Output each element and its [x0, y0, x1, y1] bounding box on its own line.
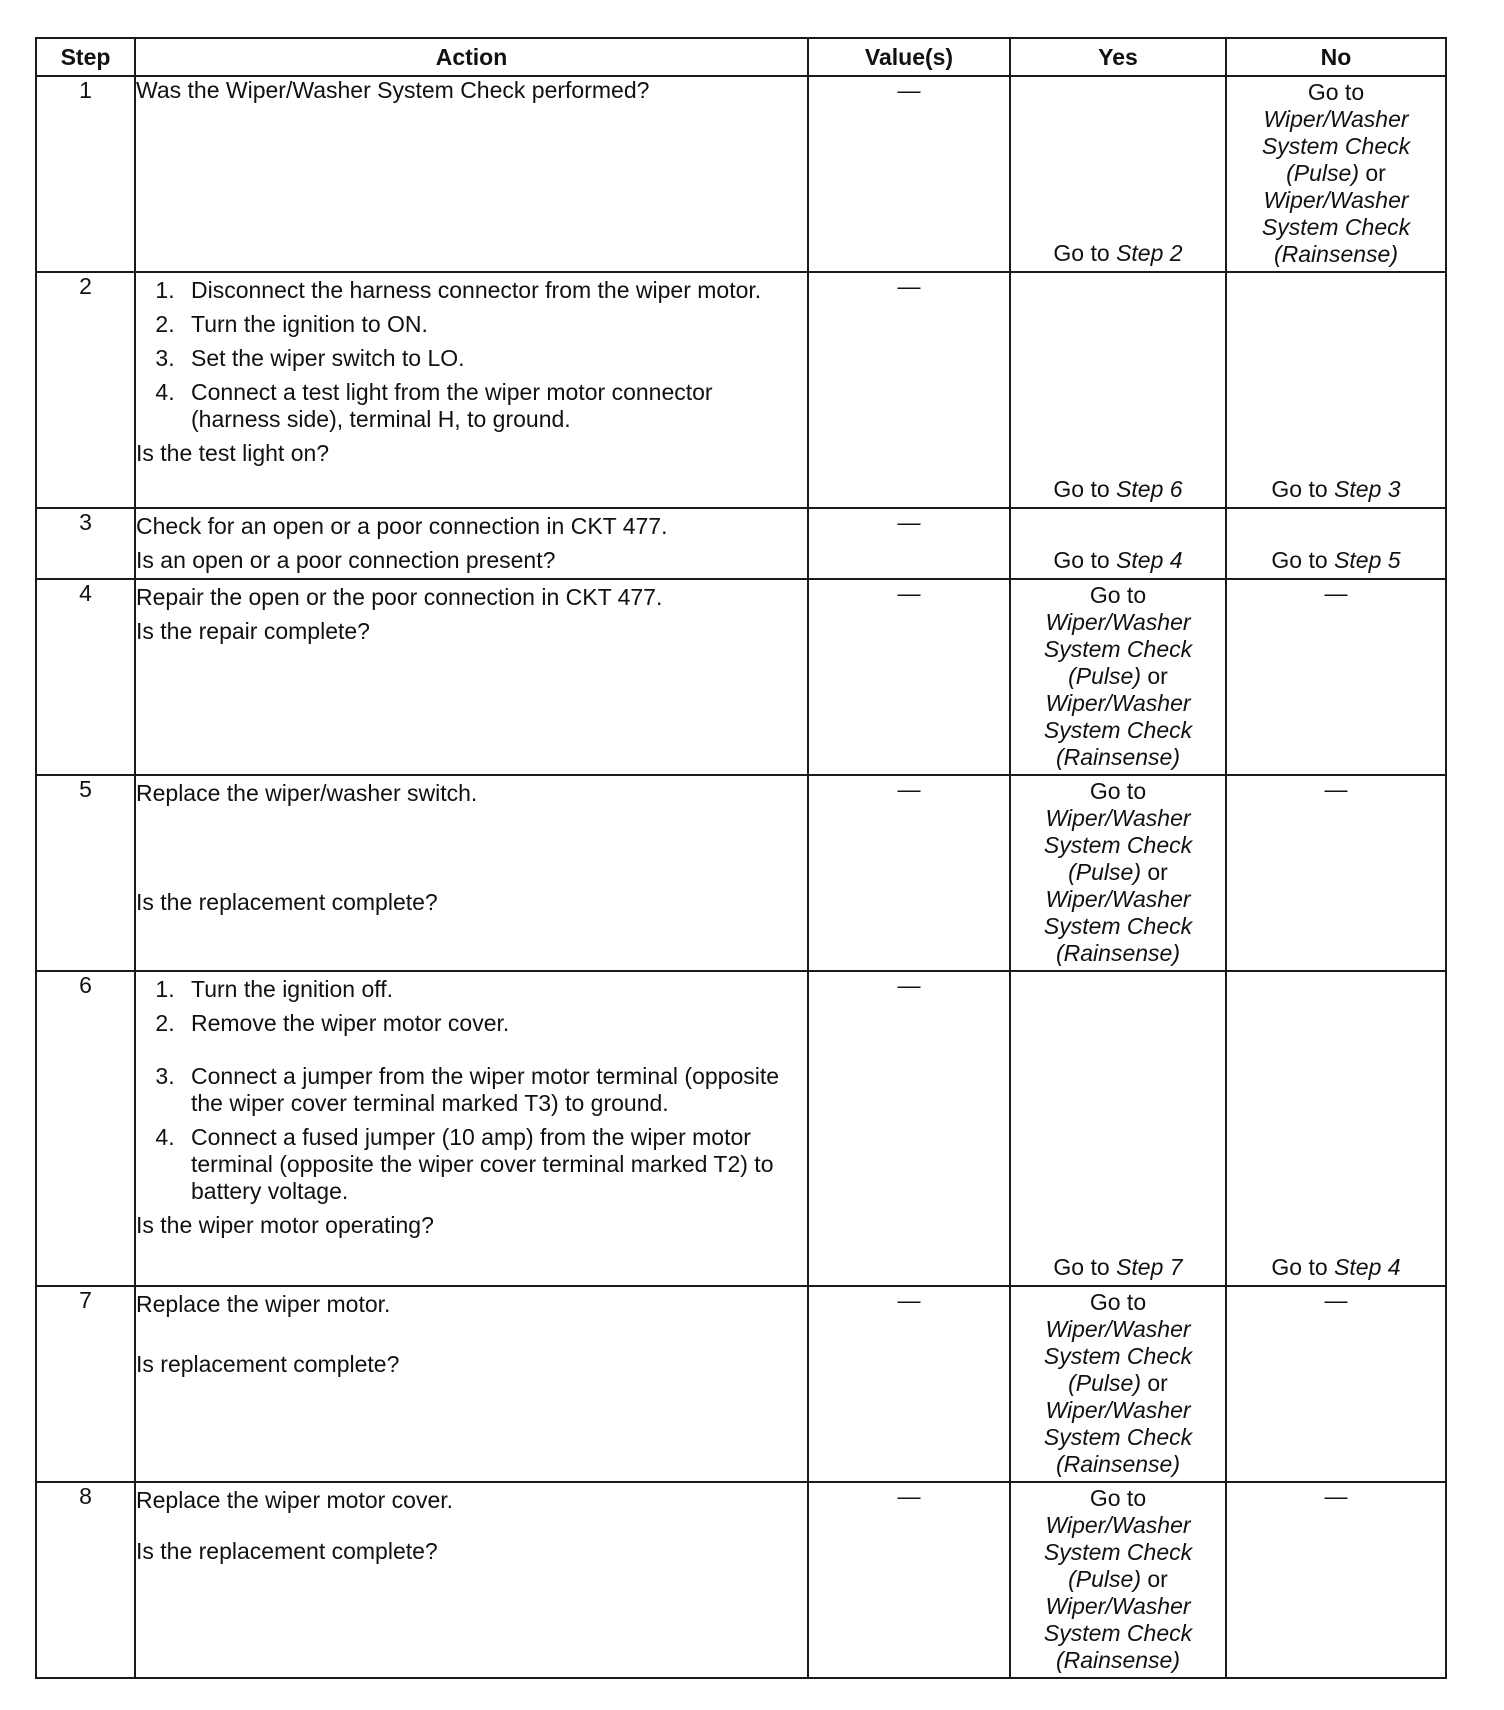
or-label: or	[1141, 1370, 1168, 1396]
action-question: Is the replacement complete?	[136, 889, 438, 915]
check-variant: (Rainsense)	[1274, 241, 1398, 267]
check-name: System Check	[1043, 1539, 1193, 1565]
no-cell	[1226, 971, 1446, 1286]
goto-step-ref: Step 7	[1116, 1254, 1183, 1280]
value-cell: —	[808, 1482, 1010, 1678]
table-row	[36, 579, 1446, 775]
or-label: or	[1141, 1566, 1168, 1592]
action-step-item: 2. Remove the wiper motor cover.	[181, 1010, 807, 1037]
goto-step-ref: Step 4	[1334, 1254, 1401, 1280]
check-variant: (Pulse)	[1286, 160, 1359, 186]
goto-label: Go to	[1053, 476, 1110, 502]
step-number: 7	[36, 1286, 135, 1482]
system-check-ref	[1011, 776, 1225, 967]
check-name: System Check	[1043, 1343, 1193, 1369]
or-label: or	[1141, 859, 1168, 885]
action-statement: Replace the wiper motor.	[136, 1291, 391, 1317]
action-cell	[135, 272, 808, 508]
step-number: 3	[36, 508, 135, 579]
header-action: Action	[135, 38, 808, 76]
goto-label: Go to	[1271, 476, 1328, 502]
action-statement: Repair the open or the poor connection in CKT 477.	[136, 584, 663, 610]
no-cell: —	[1226, 1482, 1446, 1678]
no-cell: —	[1226, 1286, 1446, 1482]
action-question: Is replacement complete?	[136, 1351, 400, 1377]
goto-step-ref: Step 4	[1116, 547, 1183, 573]
check-name: Wiper/Washer	[1045, 1397, 1191, 1423]
goto-step-ref: Step 3	[1334, 476, 1401, 502]
goto-label: Go to	[1053, 1254, 1110, 1280]
step-number: 1	[36, 76, 135, 272]
step-number: 4	[36, 579, 135, 775]
check-name: Wiper/Washer	[1045, 805, 1191, 831]
check-name: System Check	[1043, 636, 1193, 662]
no-goto	[1227, 476, 1445, 503]
action-cell	[135, 76, 808, 272]
value-cell: —	[808, 971, 1010, 1286]
goto-label: Go to	[1089, 778, 1147, 804]
check-name: Wiper/Washer	[1045, 886, 1191, 912]
yes-cell	[1010, 76, 1226, 272]
check-variant: (Rainsense)	[1056, 1451, 1180, 1477]
no-cell	[1226, 76, 1446, 272]
table-row	[36, 1482, 1446, 1678]
check-name: System Check	[1043, 1620, 1193, 1646]
action-step-item: 3. Set the wiper switch to LO.	[181, 345, 807, 372]
yes-cell	[1010, 1482, 1226, 1678]
check-variant: (Pulse)	[1068, 663, 1141, 689]
or-label: or	[1359, 160, 1386, 186]
goto-label: Go to	[1089, 1289, 1147, 1315]
goto-label: Go to	[1271, 547, 1328, 573]
action-step-item: 4. Connect a test light from the wiper motor connector (harness side), terminal H, to ground.	[181, 379, 807, 433]
check-name: Wiper/Washer	[1045, 690, 1191, 716]
action-step-item: 3. Connect a jumper from the wiper motor terminal (opposite the wiper cover terminal marked T3) to ground.	[181, 1063, 807, 1117]
check-variant: (Rainsense)	[1056, 1647, 1180, 1673]
table-row	[36, 76, 1446, 272]
yes-cell	[1010, 1286, 1226, 1482]
action-question: Is the repair complete?	[136, 618, 370, 644]
no-cell: —	[1226, 579, 1446, 775]
system-check-ref	[1011, 1483, 1225, 1674]
table-row	[36, 775, 1446, 971]
step-number: 2	[36, 272, 135, 508]
no-cell	[1226, 508, 1446, 579]
check-name: Wiper/Washer	[1263, 106, 1409, 132]
value-cell: —	[808, 775, 1010, 971]
action-step-item: 1. Disconnect the harness connector from the wiper motor.	[181, 277, 807, 304]
action-cell	[135, 508, 808, 579]
system-check-ref	[1011, 1287, 1225, 1478]
check-variant: (Rainsense)	[1056, 940, 1180, 966]
header-no: No	[1226, 38, 1446, 76]
goto-step-ref: Step 2	[1116, 240, 1183, 266]
yes-goto	[1011, 476, 1225, 503]
value-cell: —	[808, 272, 1010, 508]
action-step-item: 4. Connect a fused jumper (10 amp) from the wiper motor terminal (opposite the wiper cover terminal marked T2) to battery voltage.	[181, 1124, 807, 1205]
action-step-item: 2. Turn the ignition to ON.	[181, 311, 807, 338]
header-values: Value(s)	[808, 38, 1010, 76]
check-name: System Check	[1043, 1424, 1193, 1450]
table-row	[36, 1286, 1446, 1482]
header-yes: Yes	[1010, 38, 1226, 76]
yes-goto	[1011, 240, 1225, 267]
value-cell: —	[808, 1286, 1010, 1482]
yes-cell	[1010, 775, 1226, 971]
action-question: Is the test light on?	[136, 440, 330, 466]
yes-goto	[1011, 1254, 1225, 1281]
action-cell	[135, 1482, 808, 1678]
goto-step-ref: Step 5	[1334, 547, 1401, 573]
action-cell	[135, 579, 808, 775]
goto-label: Go to	[1089, 582, 1147, 608]
check-name: System Check	[1261, 133, 1411, 159]
action-question: Is the replacement complete?	[136, 1538, 438, 1564]
action-cell	[135, 775, 808, 971]
goto-label: Go to	[1053, 547, 1110, 573]
yes-cell	[1010, 508, 1226, 579]
table-row	[36, 272, 1446, 508]
no-cell: —	[1226, 775, 1446, 971]
step-number: 6	[36, 971, 135, 1286]
table-row	[36, 508, 1446, 579]
value-cell: —	[808, 508, 1010, 579]
check-name: Wiper/Washer	[1045, 1593, 1191, 1619]
action-question: Is an open or a poor connection present?	[136, 547, 556, 573]
table-row	[36, 971, 1446, 1286]
yes-cell	[1010, 579, 1226, 775]
no-goto	[1227, 547, 1445, 574]
yes-goto	[1011, 547, 1225, 574]
check-name: System Check	[1043, 832, 1193, 858]
no-goto	[1227, 1254, 1445, 1281]
check-variant: (Rainsense)	[1056, 744, 1180, 770]
step-number: 8	[36, 1482, 135, 1678]
check-name: Wiper/Washer	[1045, 1316, 1191, 1342]
system-check-ref	[1011, 580, 1225, 771]
system-check-ref	[1227, 77, 1445, 268]
action-statement: Replace the wiper motor cover.	[136, 1487, 454, 1513]
check-variant: (Pulse)	[1068, 1566, 1141, 1592]
header-step: Step	[36, 38, 135, 76]
action-steps	[136, 976, 807, 1205]
action-step-item: 1. Turn the ignition off.	[181, 976, 807, 1003]
action-steps	[136, 277, 807, 433]
check-name: System Check	[1043, 717, 1193, 743]
action-statement: Was the Wiper/Washer System Check performed?	[136, 77, 650, 103]
check-variant: (Pulse)	[1068, 859, 1141, 885]
value-cell: —	[808, 76, 1010, 272]
yes-cell	[1010, 272, 1226, 508]
check-name: Wiper/Washer	[1263, 187, 1409, 213]
goto-label: Go to	[1089, 1485, 1147, 1511]
yes-cell	[1010, 971, 1226, 1286]
check-name: Wiper/Washer	[1045, 609, 1191, 635]
check-name: System Check	[1261, 214, 1411, 240]
action-statement: Check for an open or a poor connection in CKT 477.	[136, 513, 668, 539]
step-number: 5	[36, 775, 135, 971]
value-cell: —	[808, 579, 1010, 775]
action-question: Is the wiper motor operating?	[136, 1212, 434, 1238]
goto-label: Go to	[1307, 79, 1365, 105]
check-variant: (Pulse)	[1068, 1370, 1141, 1396]
no-cell	[1226, 272, 1446, 508]
action-statement: Replace the wiper/washer switch.	[136, 780, 478, 806]
or-label: or	[1141, 663, 1168, 689]
action-cell	[135, 971, 808, 1286]
header-row	[36, 38, 1446, 76]
goto-label: Go to	[1053, 240, 1110, 266]
goto-label: Go to	[1271, 1254, 1328, 1280]
action-cell	[135, 1286, 808, 1482]
goto-step-ref: Step 6	[1116, 476, 1183, 502]
diagnostic-table	[35, 37, 1447, 1679]
check-name: Wiper/Washer	[1045, 1512, 1191, 1538]
check-name: System Check	[1043, 913, 1193, 939]
